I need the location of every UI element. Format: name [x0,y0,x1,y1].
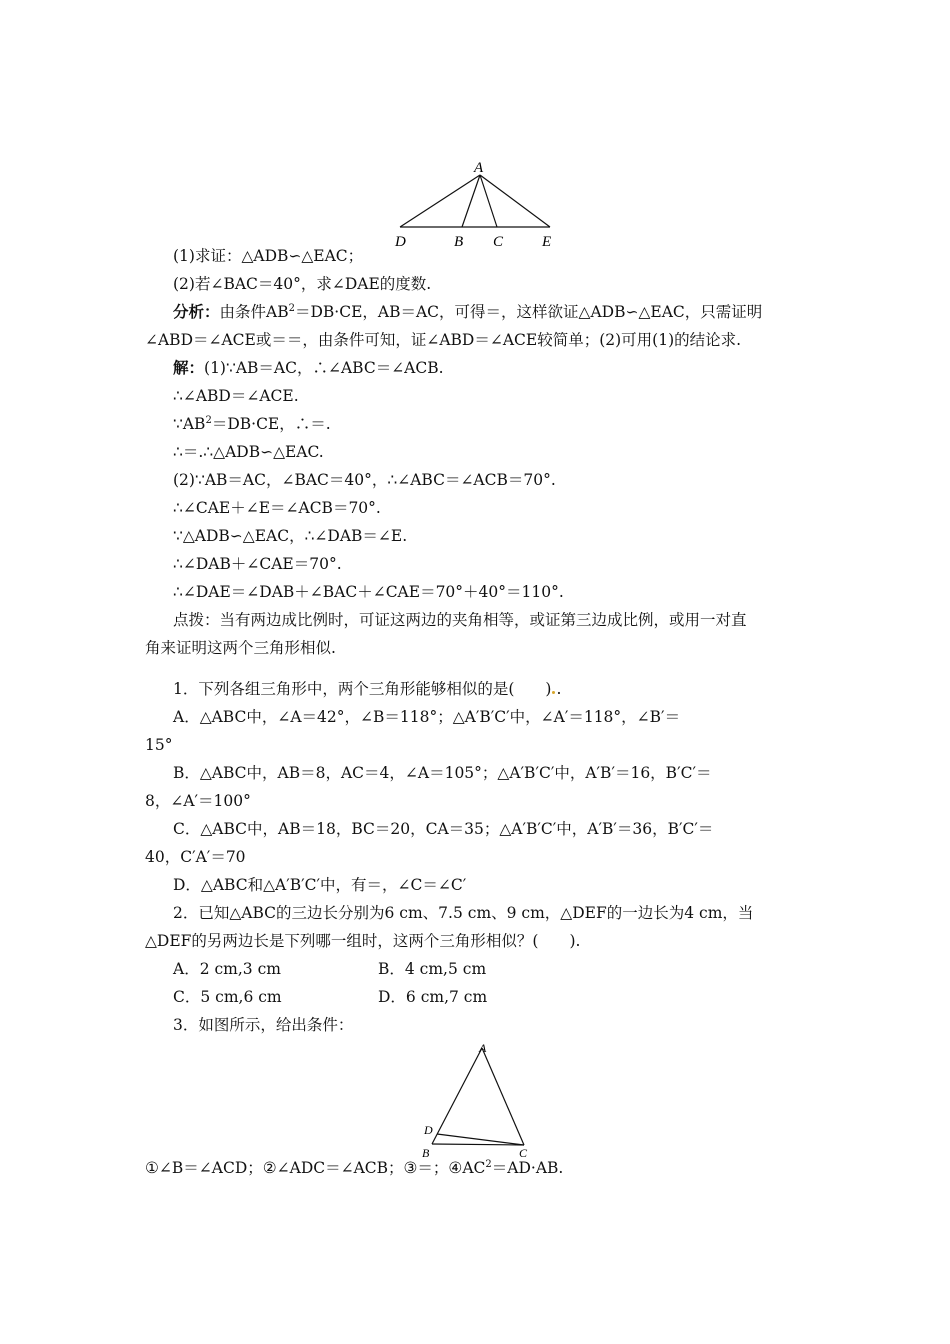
analysis-line-1 [173,302,762,322]
solution-line-7: ∵△ADB∽△EAC，∴∠DAB＝∠E. [173,527,408,545]
exercise-1-option-c: C．△ABC中，AB＝18，BC＝20，CA＝35；△A′B′C′中，A′B′＝36，B′C′＝ [173,820,714,838]
line-ab [462,175,480,227]
label-c: C [493,234,504,250]
solution-line-6: ∴∠CAE＋∠E＝∠ACB＝70°. [173,499,381,517]
exercise-3-stem: 3．如图所示，给出条件： [173,1016,354,1034]
figure-triangle-dbce [390,155,565,250]
solution-line-1 [173,358,444,378]
exercise-1-option-d: D．△ABC和△A′B′C′中，有＝，∠C＝∠C′ [173,876,467,894]
solution-line-5: (2)∵AB＝AC，∠BAC＝40°，∴∠ABC＝∠ACB＝70°. [173,471,556,489]
analysis-sup: 2 [288,302,295,314]
solution-text-1: (1)∵AB＝AC，∴∠ABC＝∠ACB. [204,359,444,377]
exercise-1-option-a: A．△ABC中，∠A＝42°，∠B＝118°；△A′B′C′中，∠A′＝118°，∠B′＝ [173,708,681,726]
example-q1: (1)求证：△ADB∽△EAC； [173,247,364,265]
solution-label: 解： [173,358,205,377]
exercise-1-option-b-cont: 8，∠A′＝100° [145,792,251,810]
solution-line-2: ∴∠ABD＝∠ACE. [173,387,299,405]
exercise-2-option-c: C．5 cm,6 cm [173,988,282,1006]
label-c2: C [519,1146,528,1160]
solution-3-sup: 2 [205,414,212,426]
solution-line-3 [173,414,331,434]
exercise-2-stem-cont: △DEF的另两边长是下列哪一组时，这两个三角形相似？( ). [145,932,581,950]
solution-3b: ＝DB·CE，∴＝. [211,415,331,433]
label-b: B [454,234,464,250]
label-d: D [395,234,406,250]
figure-triangle-abc [418,1038,538,1162]
tip-line-1: 点拨：当有两边成比例时，可证这两边的夹角相等，或证第三边成比例，或用一对直 [173,611,747,629]
line-bc2 [432,1144,524,1145]
label-d2: D [424,1123,433,1137]
exercise-2-option-d: D．6 cm,7 cm [378,988,488,1006]
solution-line-4: ∴＝.∴△ADB∽△EAC. [173,443,324,461]
analysis-label: 分析： [173,302,220,321]
exercise-2-option-a: A．2 cm,3 cm [173,960,281,978]
exercise-3-conditions [145,1158,563,1178]
solution-line-9: ∴∠DAE＝∠DAB＋∠BAC＋∠CAE＝70°＋40°＝110°. [173,583,564,601]
conditions-a: ①∠B＝∠ACD；②∠ADC＝∠ACB；③＝；④AC [145,1159,486,1177]
mark-dot [552,691,555,694]
line-ab2 [432,1048,482,1144]
analysis-text-b: ＝DB·CE，AB＝AC，可得＝，这样欲证△ADB∽△EAC，只需证明 [294,303,763,321]
exercise-1-stem-text: 1．下列各组三角形中，两个三角形能够相似的是( ) [173,680,552,698]
analysis-line-2: ∠ABD＝∠ACE或＝＝，由条件可知，证∠ABD＝∠ACE较简单；(2)可用(1)的结论求. [145,331,742,349]
line-ae [480,175,550,227]
exercise-1-option-c-cont: 40，C′A′＝70 [145,848,246,866]
solution-line-8: ∴∠DAB＋∠CAE＝70°. [173,555,342,573]
line-ad [400,175,480,227]
conditions-sup: 2 [485,1158,492,1170]
exercise-2-option-b: B．4 cm,5 cm [378,960,487,978]
exercise-1-option-b: B．△ABC中，AB＝8，AC＝4，∠A＝105°；△A′B′C′中，A′B′＝16，B′C′＝ [173,764,712,782]
line-dc2 [437,1134,524,1145]
tip-line-2: 角来证明这两个三角形相似. [145,639,336,657]
label-a: A [474,160,484,176]
example-q2: (2)若∠BAC＝40°，求∠DAE的度数. [173,275,432,293]
label-e: E [542,234,552,250]
label-a2: A [479,1041,487,1055]
exercise-1-stem: 1．下列各组三角形中，两个三角形能够相似的是( ) . [173,680,562,698]
solution-3a: ∵AB [173,415,206,433]
label-b2: B [422,1146,430,1160]
line-ac [480,175,497,227]
exercise-2-stem: 2．已知△ABC的三边长分别为6 cm、7.5 cm、9 cm，△DEF的一边长为4 cm，当 [173,904,754,922]
analysis-text-a: 由条件AB [219,303,289,321]
line-ac2 [482,1048,524,1145]
conditions-b: ＝AD·AB. [491,1159,564,1177]
exercise-1-option-a-cont: 15° [145,736,173,754]
